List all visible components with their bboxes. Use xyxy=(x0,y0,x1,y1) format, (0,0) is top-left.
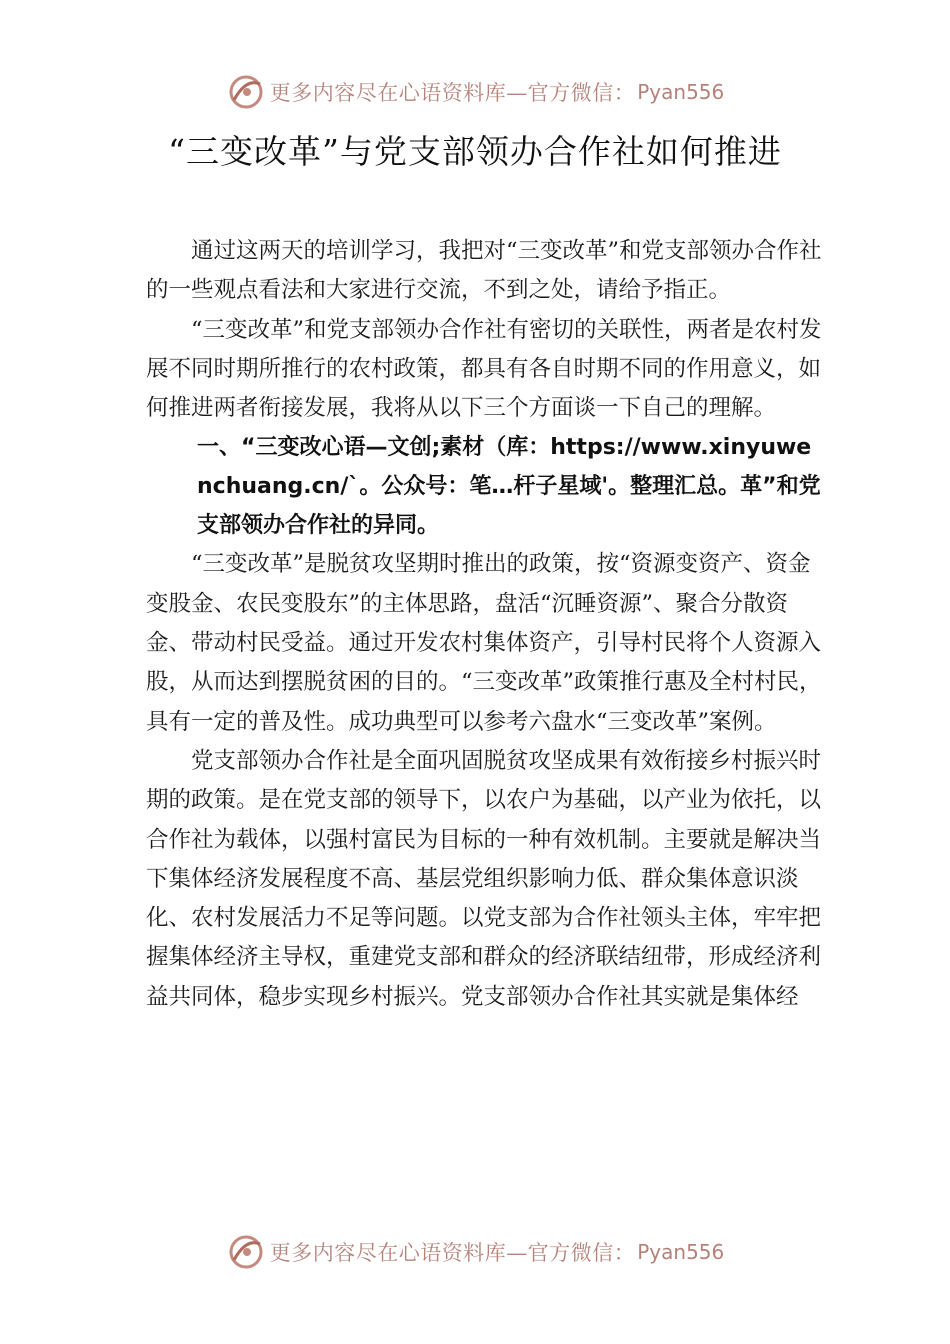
watermark-text: 更多内容尽在心语资料库—官方微信： xyxy=(269,81,636,105)
watermark-logo-icon xyxy=(226,1232,266,1272)
watermark-wechat-id: Pyan556 xyxy=(637,80,725,104)
paragraph-three-changes: “三变改革”是脱贫攻坚期时推出的政策，按“资源变资产、资金变股金、农民变股东”的主体思路，盘活“沉睡资源”、聚合分散资金、带动村民受益。通过开发农村集体资产，引导村民将个人资源入股，从而达到摆脱贫困的目的。“三变改革”政策推行惠及全村村民，具有一定的普及性。成功典型可以参考六盘水“三变改革”案例。 xyxy=(146,551,822,735)
paragraph-overview: “三变改革”和党支部领办合作社有密切的关联性，两者是农村发展不同时期所推行的农村政策，都具有各自时期不同的作用意义，如何推进两者衔接发展，我将从以下三个方面谈一下自己的理解。 xyxy=(146,316,822,422)
watermark-logo-icon xyxy=(226,72,266,112)
document-body xyxy=(146,232,822,1017)
watermark-banner-bottom xyxy=(0,1230,950,1274)
watermark-banner-top xyxy=(0,70,950,114)
paragraph-party-cooperative: 党支部领办合作社是全面巩固脱贫攻坚成果有效衔接乡村振兴时期的政策。是在党支部的领导下，以农户为基础，以产业为依托，以合作社为载体，以强村富民为目标的一种有效机制。主要就是解决当下集体经济发展程度不高、基层党组织影响力低、群众集体意识淡化、农村发展活力不足等问题。以党支部为合作社领头主体，牢牢把握集体经济主导权，重建党支部和群众的经济联结纽带，形成经济利益共同体，稳步实现乡村振兴。党支部领办合作社其实就是集体经 xyxy=(146,747,822,1010)
watermark-text: 更多内容尽在心语资料库—官方微信： xyxy=(269,1241,636,1265)
section-heading-1: 一、“三变改心语—文创;素材（库：https://www.xinyuwenchuang.cn/`。公众号：笔…杆子星域'。整理汇总。革”和党支部领办合作社的异同。 xyxy=(197,435,821,539)
watermark-wechat-id: Pyan556 xyxy=(637,1240,725,1264)
document-title: “三变改革”与党支部领办合作社如何推进 xyxy=(168,132,782,171)
paragraph-intro: 通过这两天的培训学习，我把对“三变改革”和党支部领办合作社的一些观点看法和大家进行交流，不到之处，请给予指正。 xyxy=(146,238,822,304)
